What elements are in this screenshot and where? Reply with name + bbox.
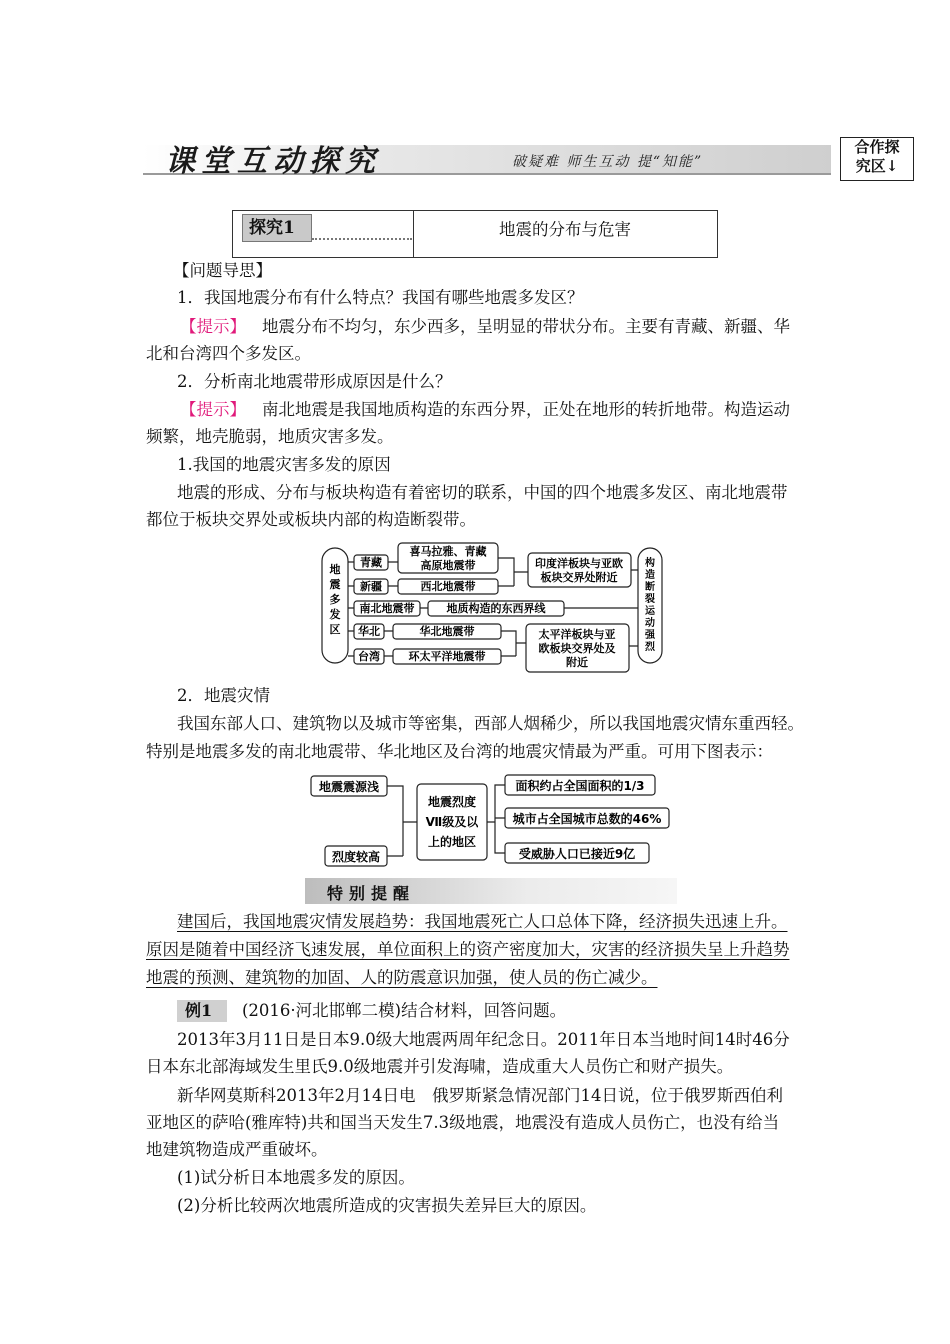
shallow-focus-box: 地震震源浅: [318, 780, 380, 794]
section2-para-line1: 我国东部人口、建筑物以及城市等密集，西部人烟稀少，所以我国地震灾情东重西轻。: [177, 714, 804, 733]
region-nanbei: 南北地震带: [359, 602, 415, 615]
question-1: 1．我国地震分布有什么特点？我国有哪些地震多发区？: [177, 288, 584, 307]
cause-pacific-line1: 太平洋板块与亚: [538, 628, 616, 641]
region-taiwan: 台湾: [358, 650, 380, 663]
intensity-area-line1: 地震烈度: [427, 795, 477, 809]
belt-east-west-boundary: 地质构造的东西界线: [446, 602, 546, 615]
example-question-1: (1)试分析日本地震多发的原因。: [177, 1168, 415, 1187]
cause-pacific-line3: 附近: [566, 656, 588, 669]
coop-zone-line2: 究区↓: [855, 157, 899, 175]
example-question-2: (2)分析比较两次地震所造成的灾害损失差异巨大的原因。: [177, 1196, 597, 1215]
high-intensity-box: 烈度较高: [331, 850, 381, 864]
belt-himalaya-line2: 高原地震带: [420, 559, 476, 572]
belt-northwest: 西北地震带: [420, 580, 476, 593]
special-tip-bar: [305, 878, 677, 904]
cause-indian-line1: 印度洋板块与亚欧: [535, 557, 623, 570]
belt-himalaya-line1: 喜马拉雅、青藏: [409, 545, 487, 558]
answer-2-line1: 南北地震是我国地质构造的东西分界，正处在地形的转折地带。构造运动: [262, 400, 790, 419]
example-p2-line1: 新华网莫斯科2013年2月14日电 俄罗斯紧急情况部门14日说，位于俄罗斯西伯利: [177, 1086, 783, 1105]
fact-cities: 城市占全国城市总数的46%: [512, 812, 662, 826]
tip-line2: 原因是随着中国经济飞速发展，单位面积上的资产密度加大，灾害的经济损失呈上升趋势: [146, 940, 790, 959]
section-subtitle: 破疑难 师生互动 提“知能”: [512, 154, 704, 170]
zone-left-label: 地震多发区: [329, 563, 341, 636]
intensity-area-line3: 上的地区: [427, 835, 477, 849]
coop-zone-line1: 合作探: [854, 138, 900, 156]
topic-title: 地震的分布与危害: [499, 220, 631, 239]
question-2: 2．分析南北地震带形成原因是什么？: [177, 372, 452, 391]
topic-divider: [413, 210, 414, 258]
belt-huabei: 华北地震带: [419, 625, 475, 638]
region-qingzang: 青藏: [360, 556, 382, 569]
fact-area: 面积约占全国面积的1/3: [515, 779, 645, 793]
section1-heading: 1.我国的地震灾害多发的原因: [177, 455, 391, 474]
hint-label-2: 【提示】: [180, 400, 246, 419]
earthquake-zone-diagram: [318, 538, 663, 673]
coop-zone-button[interactable]: [840, 137, 914, 181]
belt-pacific: 环太平洋地震带: [408, 650, 486, 663]
example-p1-line2: 日本东北部海域发生里氏9.0级地震并引发海啸，造成重大人员伤亡和财产损失。: [146, 1057, 734, 1076]
answer-2-line2: 频繁，地壳脆弱，地质灾害多发。: [146, 427, 394, 446]
guide-heading: 【问题导思】: [173, 261, 272, 280]
answer-1-line2: 北和台湾四个多发区。: [146, 344, 311, 363]
special-tip-label: 特别提醒: [327, 884, 416, 903]
example-badge: 例1: [177, 1000, 227, 1022]
section2-heading: 2．地震灾情: [177, 686, 270, 705]
example-p2-line3: 地建筑物造成严重破坏。: [146, 1140, 328, 1159]
section1-para-line1: 地震的形成、分布与板块构造有着密切的联系，中国的四个地震多发区、南北地震带: [177, 483, 788, 502]
region-huabei: 华北: [358, 625, 380, 638]
tip-line1: 建国后，我国地震灾情发展趋势：我国地震死亡人口总体下降，经济损失迅速上升。: [177, 912, 788, 931]
disaster-diagram: [305, 770, 675, 870]
example-p2-line2: 亚地区的萨哈(雅库特)共和国当天发生7.3级地震，地震没有造成人员伤亡，也没有给当: [146, 1113, 780, 1132]
cause-indian-line2: 板块交界处附近: [540, 571, 618, 584]
topic-dashes: [312, 238, 412, 240]
section1-para-line2: 都位于板块交界处或板块内部的构造断裂带。: [146, 510, 476, 529]
answer-1-line1: 地震分布不均匀，东少西多，呈明显的带状分布。主要有青藏、新疆、华: [262, 317, 790, 336]
region-xinjiang: 新疆: [360, 580, 382, 593]
intensity-area-line2: Ⅶ级及以: [425, 815, 479, 829]
section2-para-line2: 特别是地震多发的南北地震带、华北地区及台湾的地震灾情最为严重。可用下图表示：: [146, 742, 773, 761]
cause-pacific-line2: 欧板块交界处及: [538, 642, 616, 655]
example-p1-line1: 2013年3月11日是日本9.0级大地震两周年纪念日。2011年日本当地时间14时46分: [177, 1030, 790, 1049]
example-source: (2016·河北邯郸二模)结合材料，回答问题。: [242, 1001, 567, 1020]
section-title: 课堂互动探究: [165, 144, 381, 179]
tip-line3: 地震的预测、建筑物的加固、人的防震意识加强，使人员的伤亡减少。: [146, 968, 658, 987]
hint-label-1: 【提示】: [180, 317, 246, 336]
fact-population: 受威胁人口已接近9亿: [518, 847, 636, 861]
zone-right-label: 构造断裂运动强烈: [645, 558, 655, 653]
topic-badge: 探究1: [242, 214, 312, 242]
